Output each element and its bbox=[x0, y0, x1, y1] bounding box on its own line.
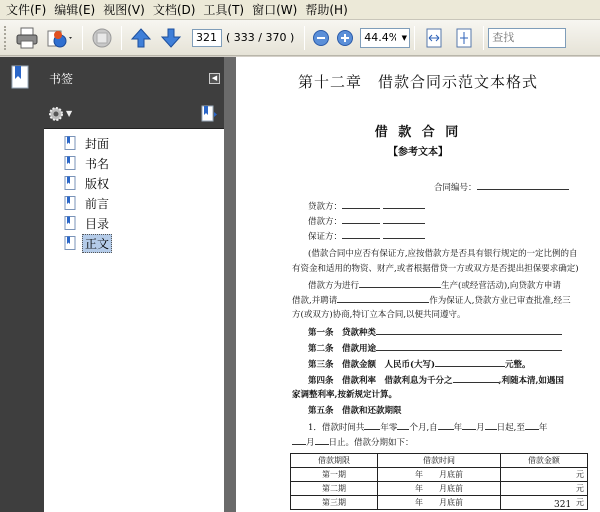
text-fragment: 第三条 借款金额 人民币(大写) bbox=[308, 360, 436, 370]
lender-line bbox=[308, 200, 425, 213]
fit-width-icon bbox=[424, 27, 444, 49]
article-5: 第五条 借款和还款期限 bbox=[308, 406, 402, 416]
menu-window[interactable]: 窗口(W) bbox=[252, 2, 298, 17]
bookmark-label: 正文 bbox=[82, 234, 112, 253]
bookmark-panel-icon[interactable] bbox=[10, 65, 32, 91]
bookmarks-toolbar bbox=[44, 99, 224, 129]
table-cell: 元 bbox=[500, 496, 587, 510]
table-row bbox=[291, 482, 588, 496]
bookmark-icon bbox=[64, 136, 76, 150]
paragraph-note-line-2: 有资金和适用的物资、财产,或者根据借贷一方或双方是否提出担保要求确定) bbox=[292, 264, 579, 274]
table-header-row bbox=[291, 454, 588, 468]
table-cell: 第三期 bbox=[291, 496, 378, 510]
menu-view[interactable]: 视图(V) bbox=[103, 2, 145, 17]
bookmark-icon bbox=[64, 156, 76, 170]
table-cell: 年 月底前 bbox=[378, 482, 501, 496]
bookmark-list bbox=[44, 129, 224, 253]
gear-icon bbox=[48, 106, 64, 122]
text-fragment: 年 bbox=[453, 423, 463, 433]
article-1 bbox=[308, 326, 562, 339]
bookmark-label: 书名 bbox=[85, 156, 110, 171]
toolbar-separator bbox=[304, 26, 305, 50]
document-viewport[interactable] bbox=[232, 57, 600, 512]
text-fragment: 作为保证人,贷款方业已审查批准,经三 bbox=[429, 296, 571, 306]
bookmark-item-preface[interactable] bbox=[44, 193, 224, 213]
bookmark-label: 目录 bbox=[85, 216, 110, 231]
text-fragment: 月 bbox=[476, 423, 485, 433]
table-cell: 年 月底前 bbox=[378, 468, 501, 482]
collaborate-icon bbox=[90, 27, 114, 49]
navigation-strip bbox=[0, 57, 44, 512]
column-header: 借款时间 bbox=[378, 454, 501, 468]
column-header: 借款金额 bbox=[500, 454, 587, 468]
paragraph-purpose-line-1 bbox=[308, 279, 561, 292]
borrower-line bbox=[308, 215, 425, 228]
page-number-input[interactable] bbox=[192, 29, 222, 47]
guarantor-label: 保证方： bbox=[308, 232, 343, 242]
article-2 bbox=[308, 342, 562, 355]
article-4 bbox=[308, 374, 564, 387]
bookmark-icon bbox=[64, 196, 76, 210]
table-cell: 第二期 bbox=[291, 482, 378, 496]
bookmark-item-cover[interactable] bbox=[44, 133, 224, 153]
collaborate-button[interactable] bbox=[88, 24, 116, 52]
menu-bar bbox=[0, 0, 600, 20]
text-fragment: 1．借款时间共 bbox=[308, 423, 365, 433]
text-fragment: 年零 bbox=[380, 423, 398, 433]
contract-title: 借 款 合 同 bbox=[374, 125, 462, 140]
article-5-item-1-line-2 bbox=[292, 436, 414, 449]
contract-subtitle: 【参考文本】 bbox=[388, 147, 448, 158]
bookmark-label: 封面 bbox=[85, 136, 110, 151]
menu-file[interactable]: 文件(F) bbox=[6, 2, 47, 17]
fit-page-button[interactable] bbox=[450, 24, 478, 52]
table-row bbox=[291, 468, 588, 482]
bookmarks-title: 书签 bbox=[49, 71, 74, 86]
arrow-up-icon bbox=[130, 27, 152, 49]
bookmark-item-contents[interactable] bbox=[44, 213, 224, 233]
menu-help[interactable]: 帮助(H) bbox=[305, 2, 348, 17]
document-page bbox=[236, 57, 600, 512]
zoom-out-button[interactable] bbox=[310, 24, 332, 52]
previous-page-button[interactable] bbox=[127, 24, 155, 52]
paragraph-purpose-line-3: 方(或双方)协商,特订立本合同,以便共同遵守。 bbox=[292, 310, 466, 320]
bookmark-icon bbox=[64, 236, 76, 250]
expand-bookmark-icon[interactable] bbox=[200, 105, 218, 123]
bookmarks-panel bbox=[44, 57, 224, 512]
borrower-label: 借款方： bbox=[308, 217, 343, 227]
bookmarks-header bbox=[44, 57, 224, 99]
page-count: ( 333 / 370 ) bbox=[226, 31, 295, 44]
fit-width-button[interactable] bbox=[420, 24, 448, 52]
panel-splitter[interactable] bbox=[224, 57, 232, 512]
loan-schedule-table bbox=[290, 453, 588, 510]
bookmark-label: 版权 bbox=[85, 176, 110, 191]
bookmark-item-copyright[interactable] bbox=[44, 173, 224, 193]
toolbar-separator bbox=[121, 26, 122, 50]
printer-icon bbox=[15, 27, 39, 49]
main-toolbar bbox=[0, 20, 600, 56]
zoom-select[interactable] bbox=[360, 28, 410, 48]
options-menu-button[interactable] bbox=[48, 106, 72, 122]
text-fragment: 日起,至 bbox=[496, 423, 525, 433]
chevron-down-icon: ▼ bbox=[66, 109, 73, 118]
text-fragment: 元整。 bbox=[505, 360, 531, 370]
text-fragment: 月 bbox=[306, 438, 315, 448]
table-cell: 年 月底前 bbox=[378, 496, 501, 510]
toolbar-grip[interactable] bbox=[4, 26, 8, 50]
menu-edit[interactable]: 编辑(E) bbox=[54, 2, 96, 17]
contract-number-line bbox=[434, 181, 569, 194]
zoom-in-icon bbox=[336, 29, 354, 47]
attach-button[interactable] bbox=[43, 24, 77, 52]
chapter-title: 第十二章 借款合同示范文本格式 bbox=[297, 73, 538, 91]
arrow-down-icon bbox=[160, 27, 182, 49]
next-page-button[interactable] bbox=[157, 24, 185, 52]
paragraph-purpose-line-2 bbox=[292, 294, 571, 307]
text-fragment: 年 bbox=[538, 423, 548, 433]
text-fragment: ,利随本清,如遇国 bbox=[498, 376, 564, 386]
text-fragment: 借款,并聘请 bbox=[292, 296, 338, 306]
table-row bbox=[291, 496, 588, 510]
zoom-out-icon bbox=[312, 29, 330, 47]
text-fragment: 第二条 借款用途 bbox=[308, 344, 377, 354]
fit-page-icon bbox=[454, 27, 474, 49]
bookmark-item-title[interactable] bbox=[44, 153, 224, 173]
bookmark-label: 前言 bbox=[85, 196, 110, 211]
zoom-in-button[interactable] bbox=[334, 24, 356, 52]
guarantor-line bbox=[308, 230, 425, 243]
text-fragment: 生产(或经营活动),向贷款方申请 bbox=[441, 281, 561, 291]
text-fragment: 第四条 借款利率 借款利息为千分之 bbox=[308, 376, 453, 386]
table-cell: 元 bbox=[500, 468, 587, 482]
text-fragment: 日止。借款分期如下： bbox=[328, 438, 414, 448]
article-5-item-1 bbox=[308, 421, 547, 434]
menu-document[interactable]: 文档(D) bbox=[152, 2, 196, 17]
attachment-icon bbox=[45, 27, 75, 49]
toolbar-separator bbox=[414, 26, 415, 50]
bookmark-item-main-text[interactable] bbox=[44, 233, 224, 253]
zoom-input[interactable] bbox=[361, 29, 399, 47]
toolbar-separator bbox=[483, 26, 484, 50]
paragraph-note-line-1: (借款合同中应否有保证方,应按借款方是否具有银行规定的一定比例的自 bbox=[308, 249, 578, 259]
chevron-down-icon[interactable]: ▼ bbox=[401, 33, 407, 42]
lender-label: 贷款方： bbox=[308, 202, 343, 212]
bookmark-icon bbox=[64, 176, 76, 190]
text-fragment: 个月,自 bbox=[409, 423, 438, 433]
print-button[interactable] bbox=[13, 24, 41, 52]
collapse-panel-button[interactable]: ◀ bbox=[209, 73, 220, 84]
search-input[interactable] bbox=[488, 28, 566, 48]
table-cell: 元 bbox=[500, 482, 587, 496]
text-fragment: 借款方为进行 bbox=[308, 281, 360, 291]
table-cell: 第一期 bbox=[291, 468, 378, 482]
article-4-line-2: 家调整利率,按新规定计算。 bbox=[292, 390, 397, 400]
page-footer-number: 321 bbox=[554, 500, 572, 510]
bookmark-icon bbox=[64, 216, 76, 230]
menu-tools[interactable]: 工具(T) bbox=[203, 2, 245, 17]
article-3 bbox=[308, 358, 531, 371]
column-header: 借款期限 bbox=[291, 454, 378, 468]
contract-number-label: 合同编号： bbox=[434, 183, 477, 193]
text-fragment: 第一条 贷款种类 bbox=[308, 328, 377, 338]
toolbar-separator bbox=[82, 26, 83, 50]
